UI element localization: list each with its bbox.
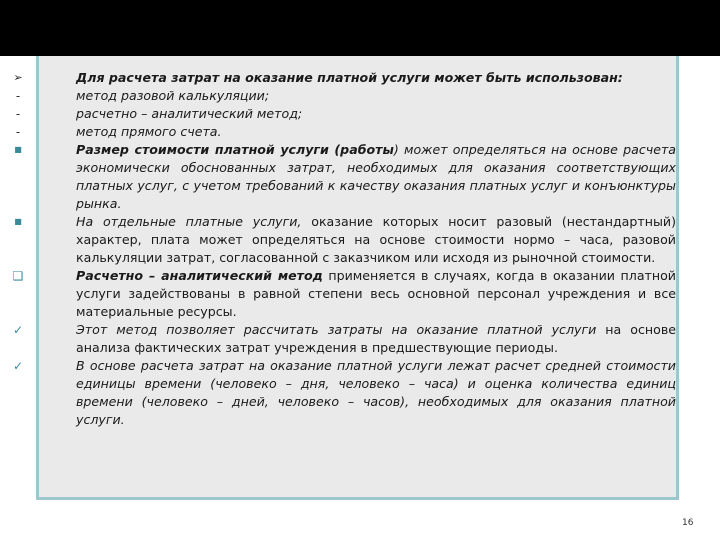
check-bullet-icon: ✓ [12,323,24,337]
dash-bullet-icon: - [15,89,21,103]
list-item-method-allows [10,321,676,357]
cost-size-text: ) может определяться на основе расчета экономически обоснованных затрат, необходимых для оказания соответствующих платных услуг, с учетом требований к качеству оказания платных услуг и конъюнктуры рынка. [76,142,677,211]
list-item-method-2 [10,105,676,123]
slide-body [10,69,676,429]
one-time-heading: На отдельные платные услуги, [76,214,302,229]
checkbox-bullet-icon: ❑ [12,269,24,283]
analytic-text: применяется в случаях, когда в оказании платной услуги задействованы в равной степени весь основной персонал учреждения и все материальные ресурсы. [76,268,676,319]
list-item-method-3 [10,123,676,141]
analytic-heading: Расчетно – аналитический метод [76,268,323,283]
basis-text: В основе расчета затрат на оказание платной услуги лежат расчет средней стоимости единицы времени (человеко – дня, человеко – часа) и оценка количества единиц времени (человеко – дней, человеко – часов), необходимых для оказания платной услуги. [76,358,676,427]
list-item-one-time [10,213,676,267]
intro-text: Для расчета затрат на оказание платной услуги может быть использован: [76,70,623,85]
method-1-text: метод разовой калькуляции; [76,88,270,103]
page-number: 16 [682,518,694,528]
list-item-cost-size [10,141,676,213]
cost-size-heading: Размер стоимости платной услуги (работы [76,142,394,157]
check-bullet-icon: ✓ [12,359,24,373]
square-bullet-icon: ■ [14,217,22,226]
method-allows-heading: Этот метод позволяет рассчитать затраты на оказание платной услуги [76,322,597,337]
dash-bullet-icon: - [15,125,21,139]
list-item-basis [10,357,676,429]
method-3-text: метод прямого счета. [76,124,222,139]
list-item-intro [10,69,676,87]
arrow-bullet-icon: ➢ [13,71,23,84]
list-item-method-1 [10,87,676,105]
square-bullet-icon: ■ [14,145,22,154]
one-time-text: оказание которых носит разовый (нестандартный) характер, плата может определяться на основе стоимости нормо – часа, разовой калькуляции затрат, согласованной с заказчиком или исходя из рыночной стоимости. [76,214,676,265]
method-2-text: расчетно – аналитический метод; [76,106,303,121]
method-allows-text: на основе анализа фактических затрат учреждения в предшествующие периоды. [76,322,676,355]
dash-bullet-icon: - [15,107,21,121]
list-item-analytic [10,267,676,321]
